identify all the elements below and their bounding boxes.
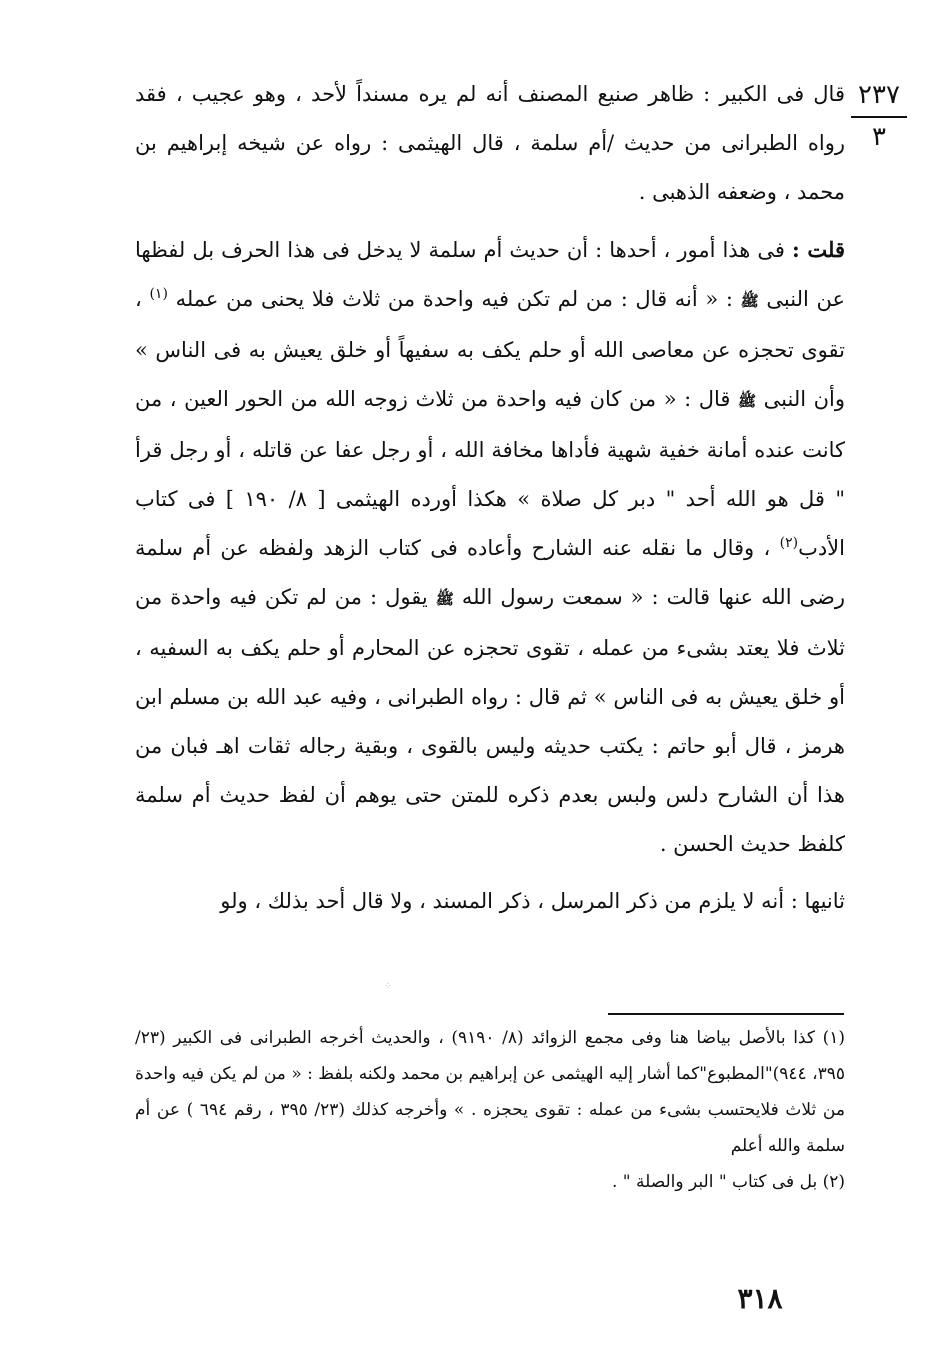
- margin-reference: [847, 82, 911, 150]
- footnote-2: (٢) بل فى كتاب " البر والصلة " .: [611, 1172, 845, 1192]
- page-number: ٣١٨: [737, 1282, 783, 1315]
- margin-reference-bottom: ٣: [872, 122, 886, 152]
- paragraph-3: ثانيها : أنه لا يلزم من ذكر المرسل ، ذكر المسند ، ولا قال أحد بذلك ، ولو: [220, 889, 845, 913]
- salla-mark-2: ﷺ: [737, 392, 757, 410]
- footnote-ref-2: (٢): [779, 535, 799, 551]
- footnote-separator: [608, 1013, 844, 1015]
- paragraph-1: قال فى الكبير : ظاهر صنيع المصنف أنه لم يره مسنداً لأحد ، وهو عجيب ، فقد رواه الطبرانى من حديث /أم سلمة ، قال الهيثمى : رواه عن شيخه إبراهيم بن محمد ، وضعفه الذهبى .: [135, 82, 845, 204]
- paragraph-2-part-d: قال : « من كان فيه واحدة من ثلاث زوجه الله من الحور العين ، من كانت عنده أمانة خفية شهية فأداها مخافة الله ، أو رجل عفا عن قاتله ، أو رجل قرأ " قل هو الله أحد " دبر كل صلاة » هكذا أورده الهيثمى [ ٨/ ١٩٠ ] فى كتاب الأدب: [135, 387, 845, 560]
- paragraph-2-lead: قلت :: [791, 237, 845, 262]
- footnotes: [135, 1020, 845, 1200]
- paragraph-2-part-c: ، تقوى تحجزه عن معاصى الله أو حلم يكف به سفيهاً أو خلق يعيش به فى الناس » وأن النبى: [135, 287, 845, 411]
- footnote-ref-1: (١): [149, 286, 168, 302]
- scan-speck: ⁘: [384, 981, 393, 992]
- paragraph-2-part-f: يقول : من لم تكن فيه واحدة من ثلاث فلا يعتد بشىء من عمله ، تقوى تحجزه عن المحارم أو حلم يكف به السفيه ، أو خلق يعيش به فى الناس » ثم قال : رواه الطبرانى ، وفيه عبد الله بن مسلم ابن هرمز ، قال أبو حاتم : يكتب حديثه وليس بالقوى ، وبقية رجاله ثقات اهـ فبان من هذا أن الشارح دلس ولبس بعدم ذكره للمتن حتى يوهم أن لفظ حديث أم سلمة كلفظ حديث الحسن .: [135, 585, 845, 856]
- salla-mark-1: ﷺ: [740, 292, 759, 310]
- footnote-1: (١) كذا بالأصل بياضا هنا وفى مجمع الزوائد (٨/ ٩١٩٠) ، والحديث أخرجه الطبرانى فى الكبير (٢٣/ ٣٩٥، ٩٤٤)"المطبوع"كما أشار إليه الهيثمى عن إبراهيم بن محمد ولكنه بلفظ : « من لم يكن فيه واحدة من ثلاث فلايحتسب بشىء من عمله : تقوى يحجزه . » وأخرجه كذلك (٢٣/ ٣٩٥ ، رقم ٦٩٤ ) عن أم سلمة والله أعلم: [135, 1028, 846, 1156]
- paragraph-2-part-b: : « أنه قال : من لم تكن فيه واحدة من ثلاث فلا يحنى من عمله: [175, 287, 733, 311]
- paragraph-2-part-a: فى هذا أمور ، أحدها : أن حديث أم سلمة لا يدخل فى هذا الحرف بل لفظها عن النبى: [135, 238, 845, 311]
- paragraph-2: [135, 225, 845, 869]
- salla-mark-3: ﷺ: [435, 590, 454, 608]
- margin-reference-top: ٢٣٧: [858, 80, 900, 110]
- main-text: [135, 70, 845, 926]
- paragraph-2-part-e: ، وقال ما نقله عنه الشارح وأعاده فى كتاب الزهد ولفظه عن أم سلمة رضى الله عنها قالت : « سمعت رسول الله: [135, 536, 846, 609]
